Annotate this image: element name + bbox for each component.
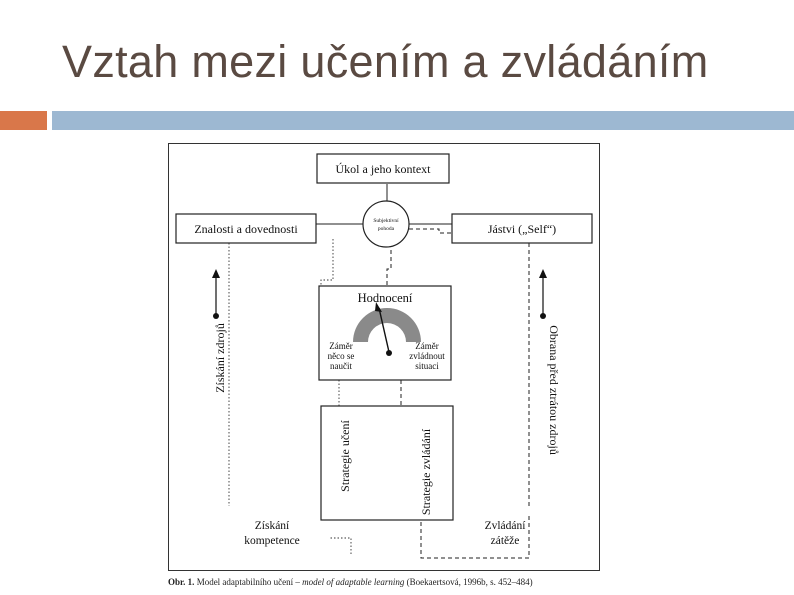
stress-label-1: Zvládání <box>484 520 526 532</box>
figure-caption <box>168 577 533 587</box>
competence-label-1: Získání <box>254 520 290 532</box>
dotted-knowledge-to-appraisal <box>321 239 333 286</box>
task-label: Úkol a jeho kontext <box>335 162 431 176</box>
dashed-wellbeing-to-self <box>409 229 452 233</box>
appraisal-title: Hodnocení <box>357 291 413 305</box>
intent-learn-2: něco se <box>327 351 355 361</box>
caption-label: Obr. 1. <box>168 577 195 587</box>
competence-label-2: kompetence <box>244 535 300 547</box>
stress-label-2: zátěže <box>490 535 520 547</box>
arrow-left-head-icon <box>212 269 220 278</box>
intent-learn-1: Záměr <box>329 341 353 351</box>
strategy-coping-label: Strategie zvládání <box>419 428 433 516</box>
strategy-learning-label: Strategie učení <box>338 420 352 492</box>
arrow-left-dot <box>213 313 219 319</box>
intent-cope-2: zvládnout <box>409 351 445 361</box>
knowledge-label: Znalosti a dovednosti <box>194 222 298 236</box>
slide-title: Vztah mezi učením a zvládáním <box>62 36 709 87</box>
self-label: Jástvi („Self“) <box>487 222 557 236</box>
arrow-right-head-icon <box>539 269 547 278</box>
arrow-right-dot <box>540 313 546 319</box>
caption-text-after: (Boekaertsová, 1996b, s. 452–484) <box>404 577 533 587</box>
caption-text-before: Model adaptabilního učení – <box>194 577 303 587</box>
header-bar <box>52 111 794 130</box>
intent-learn-3: naučit <box>330 361 352 371</box>
intent-cope-3: situaci <box>415 361 439 371</box>
wellbeing-label-1: Subjektivní <box>373 218 399 224</box>
gauge-needle-pivot <box>386 350 392 356</box>
dotted-competence-link <box>329 538 351 554</box>
resource-protect-label: Obrana před ztrátou zdrojů <box>547 325 561 455</box>
accent-bar <box>0 111 47 130</box>
learning-coping-diagram <box>169 144 601 572</box>
caption-italic: model of adaptable learning <box>302 577 405 587</box>
intent-cope-1: Záměr <box>415 341 439 351</box>
wellbeing-circle <box>363 201 409 247</box>
wellbeing-label-2: pohoda <box>377 226 395 232</box>
figure-frame <box>168 143 600 571</box>
resource-gain-label: Získání zdrojů <box>213 323 227 393</box>
